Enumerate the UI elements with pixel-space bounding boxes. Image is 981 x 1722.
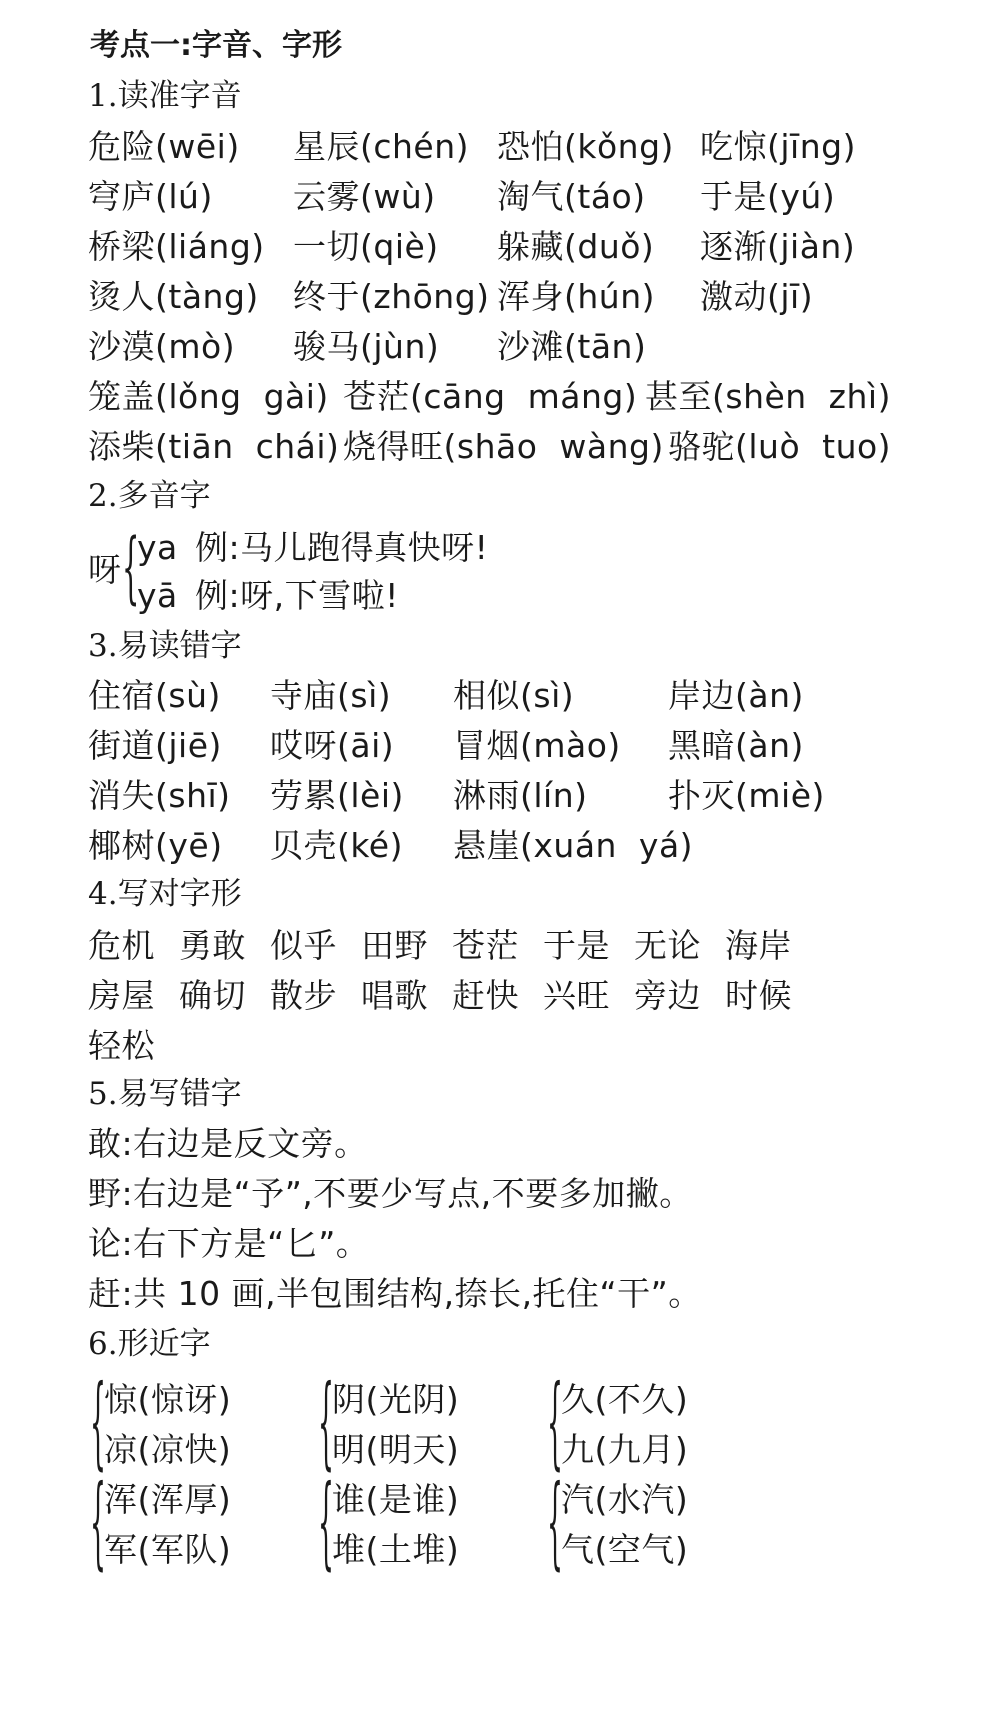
similar-char: 阴(光阴) [332, 1380, 460, 1419]
brace-icon: { [318, 1363, 334, 1480]
word-entry [668, 726, 804, 766]
pinyin: (mò) [155, 327, 236, 366]
word-entry [497, 227, 654, 267]
word-entry [700, 277, 813, 317]
similar-char-group [547, 1463, 767, 1580]
pinyin: (xuán yá) [520, 826, 694, 865]
word: 一切 [293, 227, 360, 266]
word-entry [700, 177, 835, 217]
word: 冒烟 [453, 726, 520, 765]
word: 住宿 [88, 676, 155, 715]
word: 扑灭 [668, 776, 735, 815]
word: 危险 [88, 127, 155, 166]
word-entry [293, 327, 439, 367]
word: 沙滩 [497, 327, 564, 366]
similar-char: 军(军队) [104, 1530, 232, 1569]
word: 添柴 [88, 427, 155, 466]
word-entry [668, 427, 891, 467]
glyph-row-1 [0, 926, 981, 966]
word: 桥梁 [88, 227, 155, 266]
section-2-heading-text: 2.多音字 [88, 478, 211, 514]
similar-char: 九(九月) [561, 1430, 689, 1469]
word-entry [668, 776, 825, 816]
note-line [0, 1124, 981, 1164]
word: 悬崖 [453, 826, 520, 865]
pinyin: yā [137, 576, 178, 615]
word-entry [293, 177, 436, 217]
word: 逐渐 [700, 227, 767, 266]
word: 赶快 [452, 976, 519, 1015]
pinyin: (chén) [360, 127, 470, 166]
pinyin-row-1 [0, 127, 981, 167]
title-text: 考点一:字音、字形 [90, 28, 342, 63]
similar-char-group [90, 1363, 310, 1480]
page-title [0, 26, 981, 66]
pinyin: (lǒng gài) [155, 377, 329, 416]
word-entry [343, 377, 637, 417]
word: 苍茫 [452, 926, 519, 965]
word: 淘气 [497, 177, 564, 216]
word: 甚至 [645, 377, 712, 416]
word-entry [88, 327, 235, 367]
brace-icon: { [90, 1463, 106, 1580]
word-entry [497, 177, 646, 217]
word: 笼盖 [88, 377, 155, 416]
word: 唱歌 [361, 976, 428, 1015]
word-entry [645, 377, 891, 417]
polyphone-line [137, 528, 488, 568]
pinyin: (kǒng) [564, 127, 674, 166]
pinyin: ya [137, 528, 178, 567]
word-entry [700, 127, 856, 167]
word-entry [293, 227, 439, 267]
pinyin: (lèi) [337, 776, 404, 815]
word: 旁边 [634, 976, 701, 1015]
word: 穹庐 [88, 177, 155, 216]
word: 烫人 [88, 277, 155, 316]
word-entry [453, 776, 588, 816]
similar-char-group [318, 1463, 538, 1580]
pinyin: (yú) [767, 177, 836, 216]
word: 消失 [88, 776, 155, 815]
pinyin: (shāo wàng) [443, 427, 664, 466]
word: 无论 [634, 926, 701, 965]
similar-char: 浑(浑厚) [104, 1480, 232, 1519]
section-6-heading-text: 6.形近字 [88, 1326, 211, 1362]
word-entry [270, 676, 391, 716]
section-4-heading [0, 874, 981, 914]
pinyin: (tàng) [155, 277, 259, 316]
word-entry [88, 227, 265, 267]
similar-char-group [90, 1463, 310, 1580]
word-entry [453, 726, 621, 766]
word: 田野 [361, 926, 428, 965]
brace-icon: { [547, 1463, 563, 1580]
glyph-row-2 [0, 976, 981, 1016]
word-entry [88, 377, 329, 417]
similar-char: 凉(凉快) [104, 1430, 232, 1469]
word: 贝壳 [270, 826, 337, 865]
word-entry [88, 277, 259, 317]
word: 浑身 [497, 277, 564, 316]
word-entry [88, 177, 213, 217]
word-entry [497, 327, 646, 367]
word: 星辰 [293, 127, 360, 166]
pinyin: (qiè) [360, 227, 439, 266]
word: 轻松 [88, 1026, 155, 1065]
pinyin: (jiàn) [767, 227, 856, 266]
pinyin-row-2 [0, 177, 981, 217]
pinyin: (tiān chái) [155, 427, 340, 466]
word: 危机 [88, 926, 155, 965]
pinyin: (tān) [564, 327, 647, 366]
word: 骆驼 [668, 427, 735, 466]
word-entry [497, 277, 655, 317]
similar-char: 气(空气) [561, 1530, 689, 1569]
pinyin: (àn) [735, 726, 804, 765]
section-5-heading [0, 1074, 981, 1114]
section-1-heading [0, 76, 981, 116]
pinyin: (táo) [564, 177, 646, 216]
word-entry [453, 826, 693, 866]
pinyin: (mào) [520, 726, 621, 765]
section-5-heading-text: 5.易写错字 [88, 1076, 242, 1112]
word: 海岸 [725, 926, 792, 965]
word: 寺庙 [270, 676, 337, 715]
misread-row-3 [0, 776, 981, 816]
pinyin: (liáng) [155, 227, 265, 266]
word-entry [88, 826, 223, 866]
word-entry [88, 127, 240, 167]
word: 恐怕 [497, 127, 564, 166]
word: 躲藏 [497, 227, 564, 266]
example: 例:马儿跑得真快呀! [195, 528, 489, 567]
pinyin: (sù) [155, 676, 221, 715]
word: 岸边 [668, 676, 735, 715]
word: 散步 [270, 976, 337, 1015]
note-line [0, 1174, 981, 1214]
word: 时候 [725, 976, 792, 1015]
similar-char-group [318, 1363, 538, 1480]
note-text: 赶:共 10 画,半包围结构,捺长,托住“干”。 [88, 1274, 702, 1313]
word: 激动 [700, 277, 767, 316]
pinyin-row-4 [0, 277, 981, 317]
pinyin: (shī) [155, 776, 231, 815]
word: 街道 [88, 726, 155, 765]
word: 黑暗 [668, 726, 735, 765]
word-entry [88, 726, 222, 766]
word-entry [343, 427, 664, 467]
word: 椰树 [88, 826, 155, 865]
misread-row-1 [0, 676, 981, 716]
brace-icon: { [547, 1363, 563, 1480]
brace-icon: { [90, 1363, 106, 1480]
pinyin: (yē) [155, 826, 223, 865]
word: 烧得旺 [343, 427, 444, 466]
word: 相似 [453, 676, 520, 715]
pinyin: (lú) [155, 177, 213, 216]
pinyin: (jiē) [155, 726, 222, 765]
similar-char: 谁(是谁) [332, 1480, 460, 1519]
glyph-row-3 [0, 1026, 981, 1066]
similar-char: 堆(土堆) [332, 1530, 460, 1569]
pinyin: (àn) [735, 676, 804, 715]
section-3-heading-text: 3.易读错字 [88, 628, 242, 664]
word: 苍茫 [343, 377, 410, 416]
misread-row-2 [0, 726, 981, 766]
pinyin: (duǒ) [564, 227, 655, 266]
pinyin: (wù) [360, 177, 436, 216]
word: 哎呀 [270, 726, 337, 765]
word: 兴旺 [543, 976, 610, 1015]
similar-char-group [547, 1363, 767, 1480]
word-entry [453, 676, 574, 716]
word-entry [293, 127, 469, 167]
section-3-heading [0, 626, 981, 666]
pinyin: (cāng máng) [410, 377, 638, 416]
pinyin: (luò tuo) [735, 427, 892, 466]
word: 似乎 [270, 926, 337, 965]
word-entry [668, 676, 804, 716]
note-text: 敢:右边是反文旁。 [88, 1124, 368, 1163]
word-entry [497, 127, 674, 167]
pinyin: (sì) [337, 676, 392, 715]
misread-row-4 [0, 826, 981, 866]
section-4-heading-text: 4.写对字形 [88, 876, 242, 912]
pinyin: (zhōng) [360, 277, 490, 316]
word: 终于 [293, 277, 360, 316]
word: 于是 [700, 177, 767, 216]
word: 骏马 [293, 327, 360, 366]
polyphone-block [0, 522, 981, 622]
pinyin-row-5 [0, 327, 981, 367]
word: 劳累 [270, 776, 337, 815]
pinyin: (wēi) [155, 127, 240, 166]
note-text: 野:右边是“予”,不要少写点,不要多加撇。 [88, 1174, 693, 1213]
word: 沙漠 [88, 327, 155, 366]
brace-icon: { [318, 1463, 334, 1580]
pinyin: (sì) [520, 676, 575, 715]
similar-char: 久(不久) [561, 1380, 689, 1419]
pinyin: (āi) [337, 726, 395, 765]
note-line [0, 1224, 981, 1264]
word: 房屋 [88, 976, 155, 1015]
word-entry [270, 826, 403, 866]
pinyin: (lín) [520, 776, 588, 815]
pinyin: (miè) [735, 776, 825, 815]
word: 于是 [543, 926, 610, 965]
word-entry [88, 776, 231, 816]
word-entry [270, 726, 394, 766]
word: 确切 [179, 976, 246, 1015]
note-text: 论:右下方是“匕”。 [88, 1224, 370, 1263]
word: 勇敢 [179, 926, 246, 965]
word: 云雾 [293, 177, 360, 216]
word-entry [270, 776, 404, 816]
similar-char: 汽(水汽) [561, 1480, 689, 1519]
similar-char: 明(明天) [332, 1430, 460, 1469]
similar-char: 惊(惊讶) [104, 1380, 232, 1419]
word-entry [88, 676, 221, 716]
brace-icon: { [122, 523, 140, 613]
word: 淋雨 [453, 776, 520, 815]
pinyin: (jùn) [360, 327, 440, 366]
polyphone-char: 呀 [88, 550, 121, 589]
word-entry [700, 227, 855, 267]
section-6-heading [0, 1324, 981, 1364]
polyphone-line [137, 576, 399, 616]
example: 例:呀,下雪啦! [195, 576, 399, 615]
section-2-heading [0, 476, 981, 516]
pinyin: (jīng) [767, 127, 856, 166]
note-line [0, 1274, 981, 1314]
section-1-heading-text: 1.读准字音 [88, 78, 242, 114]
pinyin-row-7 [0, 427, 981, 467]
word: 吃惊 [700, 127, 767, 166]
pinyin: (hún) [564, 277, 655, 316]
pinyin: (jī) [767, 277, 814, 316]
word-entry [88, 427, 339, 467]
word-entry [293, 277, 490, 317]
pinyin: (shèn zhì) [712, 377, 891, 416]
pinyin-row-3 [0, 227, 981, 267]
pinyin: (ké) [337, 826, 403, 865]
pinyin-row-6 [0, 377, 981, 417]
